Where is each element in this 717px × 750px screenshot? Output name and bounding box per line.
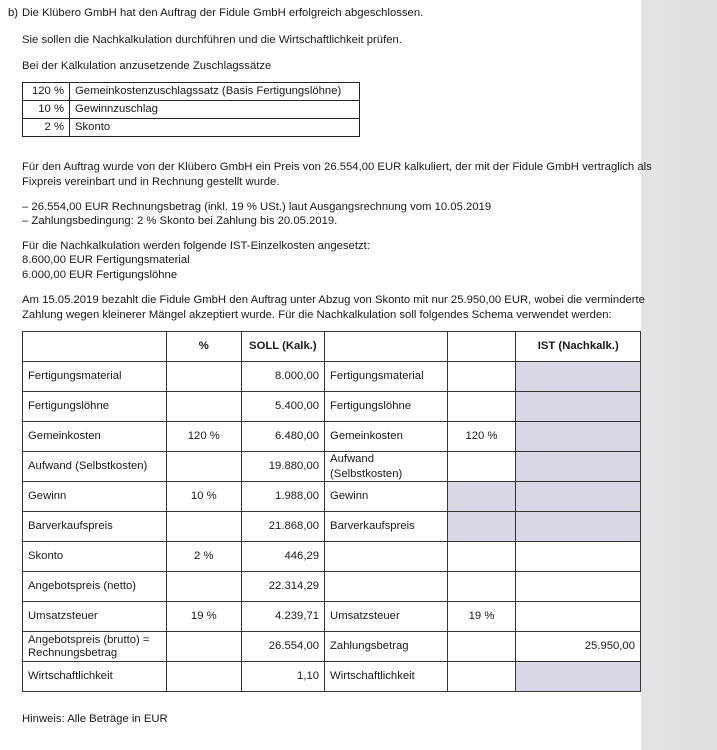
soll-value: 1.988,00 xyxy=(241,482,324,512)
soll-label: Skonto xyxy=(23,542,167,572)
invoice-bullet: – 26.554,00 EUR Rechnungsbetrag (inkl. 19 % USt.) laut Ausgangsrechnung vom 10.05.2019 xyxy=(22,201,492,213)
soll-pct: 19 % xyxy=(166,602,241,632)
soll-value: 5.400,00 xyxy=(241,392,324,422)
surcharge-row xyxy=(23,101,360,119)
payment-paragraph-line1: Am 15.05.2019 bezahlt die Fidule GmbH den Auftrag unter Abzug von Skonto mit nur 25.950,00 EUR, wobei die verminderte xyxy=(22,294,645,306)
calc-row xyxy=(23,632,641,662)
calc-row xyxy=(23,662,641,692)
header-pct: % xyxy=(166,332,241,362)
soll-label: Angebotspreis (brutto) = Rechnungsbetrag xyxy=(23,632,167,662)
price-paragraph-line2: Fixpreis vereinbart und in Rechnung gestellt wurde. xyxy=(22,176,280,188)
ist-label xyxy=(325,542,448,572)
soll-pct xyxy=(166,392,241,422)
ist-pct xyxy=(447,362,516,392)
calc-row xyxy=(23,512,641,542)
surcharge-desc: Skonto xyxy=(70,119,360,137)
ist-label: Zahlungsbetrag xyxy=(325,632,448,662)
soll-label: Fertigungslöhne xyxy=(23,392,167,422)
ist-label: Barverkaufspreis xyxy=(325,512,448,542)
calc-row xyxy=(23,482,641,512)
ist-pct-answer-field[interactable] xyxy=(447,512,516,542)
calc-row xyxy=(23,392,641,422)
ist-label: Gemeinkosten xyxy=(325,422,448,452)
ist-answer-field[interactable] xyxy=(516,482,641,512)
header-ist: IST (Nachkalk.) xyxy=(516,332,641,362)
ist-answer-field[interactable] xyxy=(516,362,641,392)
soll-label: Wirtschaftlichkeit xyxy=(23,662,167,692)
soll-pct xyxy=(166,362,241,392)
soll-label: Angebotspreis (netto) xyxy=(23,572,167,602)
soll-value: 8.000,00 xyxy=(241,362,324,392)
header-label-ist xyxy=(325,332,448,362)
calc-row xyxy=(23,362,641,392)
ist-value xyxy=(516,572,641,602)
soll-label: Aufwand (Selbstkosten) xyxy=(23,452,167,482)
calc-row xyxy=(23,542,641,572)
ist-pct xyxy=(447,632,516,662)
soll-label: Barverkaufspreis xyxy=(23,512,167,542)
soll-pct xyxy=(166,512,241,542)
soll-value: 22.314,29 xyxy=(241,572,324,602)
ist-label: Aufwand (Selbstkosten) xyxy=(325,452,448,482)
ist-costs-heading: Für die Nachkalkulation werden folgende IST-Einzelkosten angesetzt: xyxy=(22,240,370,252)
header-label xyxy=(23,332,167,362)
soll-value: 19.880,00 xyxy=(241,452,324,482)
surcharge-desc: Gewinnzuschlag xyxy=(70,101,360,119)
surcharge-row xyxy=(23,83,360,101)
soll-label: Umsatzsteuer xyxy=(23,602,167,632)
task-intro: b) Die Klübero GmbH hat den Auftrag der Fidule GmbH erfolgreich abgeschlossen. xyxy=(8,7,424,19)
ist-label: Gewinn xyxy=(325,482,448,512)
soll-pct: 10 % xyxy=(166,482,241,512)
soll-label: Gemeinkosten xyxy=(23,422,167,452)
ist-answer-field[interactable] xyxy=(516,452,641,482)
ist-wages: 6.000,00 EUR Fertigungslöhne xyxy=(22,269,178,281)
soll-value: 1,10 xyxy=(241,662,324,692)
soll-pct xyxy=(166,452,241,482)
soll-pct: 120 % xyxy=(166,422,241,452)
ist-value xyxy=(516,542,641,572)
task-instruction: Sie sollen die Nachkalkulation durchführen und die Wirtschaftlichkeit prüfen. xyxy=(22,34,402,46)
ist-pct xyxy=(447,392,516,422)
header-soll: SOLL (Kalk.) xyxy=(241,332,324,362)
payment-paragraph-line2: Zahlung wegen kleinerer Mängel akzeptiert wurde. Für die Nachkalkulation soll folgendes Schema verwendet werden: xyxy=(22,309,612,321)
amounts-note: Hinweis: Alle Beträge in EUR xyxy=(22,713,168,725)
ist-answer-field[interactable] xyxy=(516,422,641,452)
soll-value: 4.239,71 xyxy=(241,602,324,632)
calc-header-row xyxy=(23,332,641,362)
ist-answer-field[interactable] xyxy=(516,392,641,422)
surcharge-pct: 120 % xyxy=(23,83,70,101)
price-paragraph-line1: Für den Auftrag wurde von der Klübero GmbH ein Preis von 26.554,00 EUR kalkuliert, der mit der Fidule GmbH vertraglich als xyxy=(22,161,652,173)
ist-pct-answer-field[interactable] xyxy=(447,482,516,512)
ist-pct xyxy=(447,452,516,482)
ist-value: 25.950,00 xyxy=(516,632,641,662)
soll-pct: 2 % xyxy=(166,542,241,572)
calc-row xyxy=(23,602,641,632)
soll-pct xyxy=(166,572,241,602)
soll-value: 6.480,00 xyxy=(241,422,324,452)
ist-label: Fertigungslöhne xyxy=(325,392,448,422)
soll-pct xyxy=(166,632,241,662)
surcharge-desc: Gemeinkostenzuschlagssatz (Basis Fertigungslöhne) xyxy=(70,83,360,101)
ist-pct xyxy=(447,572,516,602)
ist-label: Wirtschaftlichkeit xyxy=(325,662,448,692)
soll-label: Gewinn xyxy=(23,482,167,512)
ist-label: Umsatzsteuer xyxy=(325,602,448,632)
ist-pct: 19 % xyxy=(447,602,516,632)
soll-value: 21.868,00 xyxy=(241,512,324,542)
surcharge-table xyxy=(22,82,360,137)
ist-pct xyxy=(447,662,516,692)
surcharge-pct: 10 % xyxy=(23,101,70,119)
ist-material: 8.600,00 EUR Fertigungsmaterial xyxy=(22,254,190,266)
ist-pct xyxy=(447,542,516,572)
ist-label: Fertigungsmaterial xyxy=(325,362,448,392)
ist-answer-field[interactable] xyxy=(516,662,641,692)
calc-row xyxy=(23,572,641,602)
surcharge-pct: 2 % xyxy=(23,119,70,137)
ist-pct: 120 % xyxy=(447,422,516,452)
header-pct-ist xyxy=(447,332,516,362)
soll-label: Fertigungsmaterial xyxy=(23,362,167,392)
task-label: b) xyxy=(8,7,19,19)
soll-value: 26.554,00 xyxy=(241,632,324,662)
ist-answer-field[interactable] xyxy=(516,512,641,542)
surcharge-row xyxy=(23,119,360,137)
soll-pct xyxy=(166,662,241,692)
calc-row xyxy=(23,452,641,482)
surcharge-heading: Bei der Kalkulation anzusetzende Zuschlagssätze xyxy=(22,60,272,72)
ist-value xyxy=(516,602,641,632)
ist-label xyxy=(325,572,448,602)
soll-value: 446,29 xyxy=(241,542,324,572)
calc-row xyxy=(23,422,641,452)
payment-terms-bullet: – Zahlungsbedingung: 2 % Skonto bei Zahlung bis 20.05.2019. xyxy=(22,215,338,227)
calculation-table xyxy=(22,331,641,692)
page-margin xyxy=(641,0,717,750)
